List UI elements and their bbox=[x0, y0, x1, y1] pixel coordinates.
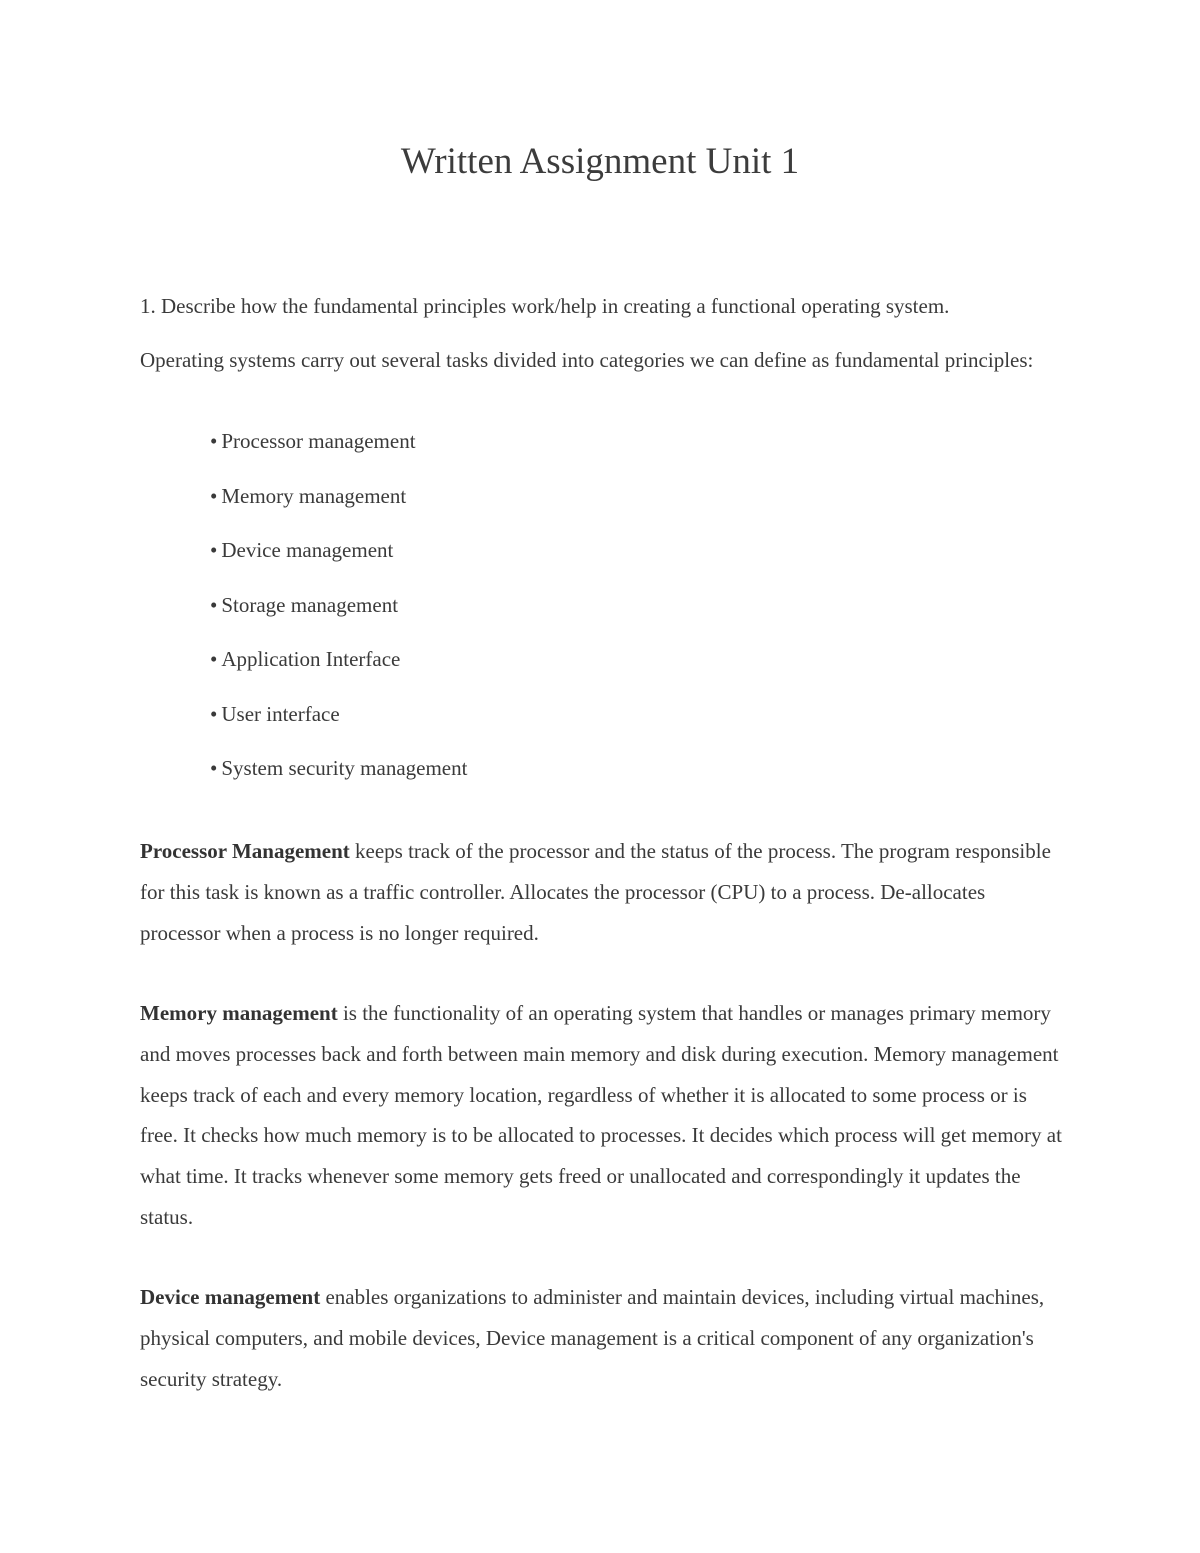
list-item-label: User interface bbox=[221, 701, 340, 726]
principles-list bbox=[210, 428, 467, 810]
processor-management-text: keeps track of the processor and the status of the process. The program responsible for this task is known as a traffic controller. Allocates the processor (CPU) to a process. De-allocates processor when a process is no longer required. bbox=[140, 839, 1051, 945]
device-management-term: Device management bbox=[140, 1285, 321, 1309]
list-item bbox=[210, 483, 467, 538]
bullet-icon: • bbox=[210, 647, 218, 671]
list-item bbox=[210, 646, 467, 701]
list-item-label: Storage management bbox=[221, 592, 399, 617]
memory-management-term: Memory management bbox=[140, 1001, 338, 1025]
list-item-label: System security management bbox=[221, 756, 468, 780]
memory-management-paragraph bbox=[140, 993, 1070, 1238]
bullet-icon: • bbox=[210, 592, 218, 617]
list-item bbox=[210, 755, 467, 810]
bullet-icon: • bbox=[210, 701, 218, 726]
bullet-icon: • bbox=[210, 756, 218, 780]
question-text: 1. Describe how the fundamental principles work/help in creating a functional operating system. bbox=[140, 294, 950, 318]
processor-management-paragraph bbox=[140, 831, 1070, 953]
bullet-icon: • bbox=[210, 538, 218, 562]
list-item-label: Application Interface bbox=[221, 647, 401, 671]
device-management-paragraph bbox=[140, 1277, 1070, 1399]
list-item-label: Processor management bbox=[221, 429, 416, 453]
list-item bbox=[210, 592, 467, 647]
list-item bbox=[210, 428, 467, 483]
intro-paragraph: Operating systems carry out several tasks divided into categories we can define as fundamental principles: bbox=[140, 348, 1034, 372]
list-item bbox=[210, 537, 467, 592]
processor-management-term: Processor Management bbox=[140, 839, 350, 863]
document-title: Written Assignment Unit 1 bbox=[400, 141, 800, 182]
memory-management-text: is the functionality of an operating system that handles or manages primary memory and moves processes back and forth between main memory and disk during execution. Memory management keeps track of each and every memory location, regardless of whether it is allocated to some process or is free. It checks how much memory is to be allocated to processes. It decides which process will get memory at what time. It tracks whenever some memory gets freed or unallocated and correspondingly it updates the status. bbox=[140, 1001, 1062, 1229]
bullet-icon: • bbox=[210, 483, 218, 508]
list-item-label: Device management bbox=[221, 538, 394, 562]
device-management-text: enables organizations to administer and maintain devices, including virtual machines, physical computers, and mobile devices, Device management is a critical component of any organization's security strategy. bbox=[140, 1285, 1045, 1391]
list-item-label: Memory management bbox=[221, 483, 407, 508]
list-item bbox=[210, 701, 467, 756]
bullet-icon: • bbox=[210, 429, 218, 453]
